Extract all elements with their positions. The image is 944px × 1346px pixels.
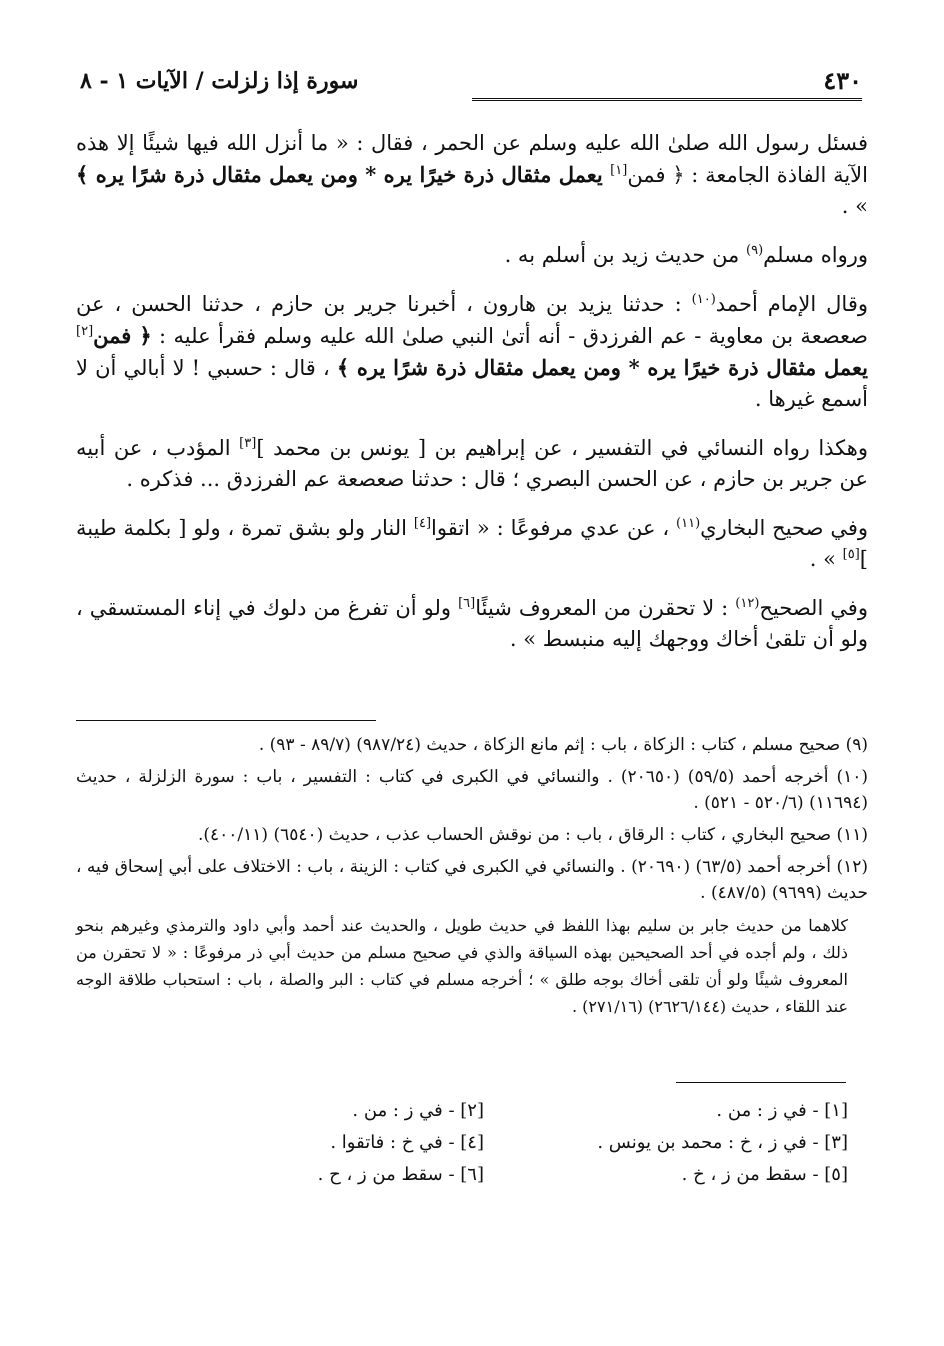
footnote-commentary: كلاهما من حديث جابر بن سليم بهذا اللفظ في حديث طويل ، والحديث عند أحمد وأبي داود والترمذي وغيرهم بنحو ذلك ، ولم أجده في أحد الصحيحين بهذه السياقة والذي في صحيح مسلم من حديث أبي ذر مرفوعًا : « لا تحقرن من المعروف شيئًا ولو أن تلقى أخاك بوجه طلق » ؛ أخرجه مسلم في كتاب : البر والصلة ، باب : استحباب طلاقة الوجه عند اللقاء ، حديث (٢٦٢٦/١٤٤) (٢٧١/١٦) .	[76, 916, 848, 1016]
footnote-9: (٩) صحيح مسلم ، كتاب : الزكاة ، باب : إثم مانع الزكاة ، حديث (٩٨٧/٢٤) (٨٩/٧ - ٩٣) .	[258, 735, 868, 755]
p6-text-b: : لا تحقرن من المعروف شيئًا	[475, 596, 736, 620]
footnotes	[76, 732, 868, 1020]
footnote-ref-9: (٩)	[746, 243, 764, 258]
p6-text-a: وفي الصحيح	[759, 596, 868, 620]
p1-text-a: فسئل رسول الله صلىٰ الله عليه وسلم عن الحمر ، فقال : « ما أنزل الله فيها شيئًا إلا هذه الآية الفاذة الجامعة : ﴿ فمن	[76, 131, 868, 187]
footnote-separator	[76, 720, 376, 721]
variants-row	[120, 1100, 848, 1132]
manuscript-variants	[120, 1100, 848, 1196]
variant-marker-6: [٦]	[458, 596, 476, 611]
p5-text-a: وفي صحيح البخاري	[700, 516, 868, 540]
variant-marker-4: [٤]	[413, 516, 432, 531]
paragraph-3	[76, 289, 868, 415]
main-text	[76, 128, 868, 669]
variants-separator	[676, 1082, 846, 1083]
variant-note-6: [٦] - سقط من ز ، ح .	[317, 1164, 484, 1185]
p5-text-c: النار ولو بشق تمرة ، ولو [ بكلمة طيبة ]	[76, 516, 868, 571]
variants-row	[120, 1132, 848, 1164]
p3-text-c: ، قال : حسبي ! لا أبالي أن لا أسمع غيرها .	[76, 356, 868, 411]
footnote-ref-10: (١٠)	[691, 292, 716, 307]
quran-verse-2-start: ﴿ فمن	[93, 323, 152, 348]
p6-text-c: ولو أن تفرغ من دلوك في إناء المستسقي ، ولو أن تلقىٰ أخاك ووجهك إليه منبسط » .	[76, 596, 868, 651]
footnote-11: (١١) صحيح البخاري ، كتاب : الرقاق ، باب : من نوقش الحساب عذب ، حديث (٦٥٤٠) (٤٠٠/١١).	[197, 825, 868, 845]
variants-row	[120, 1164, 848, 1196]
footnote-ref-11: (١١)	[676, 516, 701, 531]
variant-note-2: [٢] - في ز : من .	[352, 1100, 484, 1121]
paragraph-1	[76, 128, 868, 222]
p3-text-a: وقال الإمام أحمد	[715, 292, 868, 316]
p4-text-a: وهكذا رواه النسائي في التفسير ، عن إبراهيم بن [ يونس بن محمد ]	[256, 436, 868, 460]
quran-verse-1: يعمل مثقال ذرة خيرًا يره * ومن يعمل مثقال ذرة شرًا يره ﴾	[76, 162, 611, 187]
footnote-10: (١٠) أخرجه أحمد (٥٩/٥) (٢٠٦٥٠) . والنسائي في الكبرى في كتاب : التفسير ، باب : سورة الزلزلة ، حديث (١١٦٩٤) (٥٢٠/٦ - ٥٢١) .	[76, 767, 868, 813]
paragraph-4	[76, 433, 868, 495]
p2-text-b: من حديث زيد بن أسلم به .	[504, 243, 746, 267]
variant-marker-2: [٢]	[76, 324, 94, 339]
page-header	[70, 62, 870, 106]
p4-text-b: المؤدب ، عن أبيه عن جرير بن حازم ، عن الحسن البصري ؛ قال : حدثنا صعصعة عم الفرزدق ... فذكره .	[76, 436, 868, 491]
variant-marker-1: [١]	[610, 163, 628, 178]
paragraph-2	[76, 240, 868, 271]
header-rule	[472, 98, 862, 104]
footnote-ref-12: (١٢)	[735, 596, 760, 611]
p2-text-a: ورواه مسلم	[763, 243, 868, 267]
running-head: سورة إذا زلزلت / الآيات ١ - ٨	[80, 68, 359, 94]
quran-verse-2: يعمل مثقال ذرة خيرًا يره * ومن يعمل مثقال ذرة شرًا يره ﴾	[336, 355, 868, 380]
variant-note-4: [٤] - في خ : فاتقوا .	[330, 1132, 484, 1153]
variant-note-5: [٥] - سقط من ز ، خ .	[681, 1164, 848, 1185]
p5-text-d: » .	[809, 547, 843, 571]
page-number: ٤٣٠	[823, 66, 862, 95]
variant-note-3: [٣] - في ز ، خ : محمد بن يونس .	[597, 1132, 848, 1153]
paragraph-5	[76, 513, 868, 575]
p5-text-b: ، عن عدي مرفوعًا : « اتقوا	[431, 516, 677, 540]
p1-text-c: » .	[841, 194, 868, 218]
variant-marker-5: [٥]	[842, 547, 860, 562]
variant-marker-3: [٣]	[239, 436, 257, 451]
p3-text-b: : حدثنا يزيد بن هارون ، أخبرنا جرير بن حازم ، حدثنا الحسن ، عن صعصعة بن معاوية - عم الفرزدق - أنه أتىٰ النبي صلىٰ الله عليه وسلم فقرأ عليه :	[76, 292, 868, 348]
paragraph-6	[76, 593, 868, 655]
variant-note-1: [١] - في ز : من .	[716, 1100, 848, 1121]
footnote-12: (١٢) أخرجه أحمد (٦٣/٥) (٢٠٦٩٠) . والنسائي في الكبرى في كتاب : الزينة ، باب : الاختلاف على أبي إسحاق فيه ، حديث (٩٦٩٩) (٤٨٧/٥) .	[76, 857, 869, 903]
